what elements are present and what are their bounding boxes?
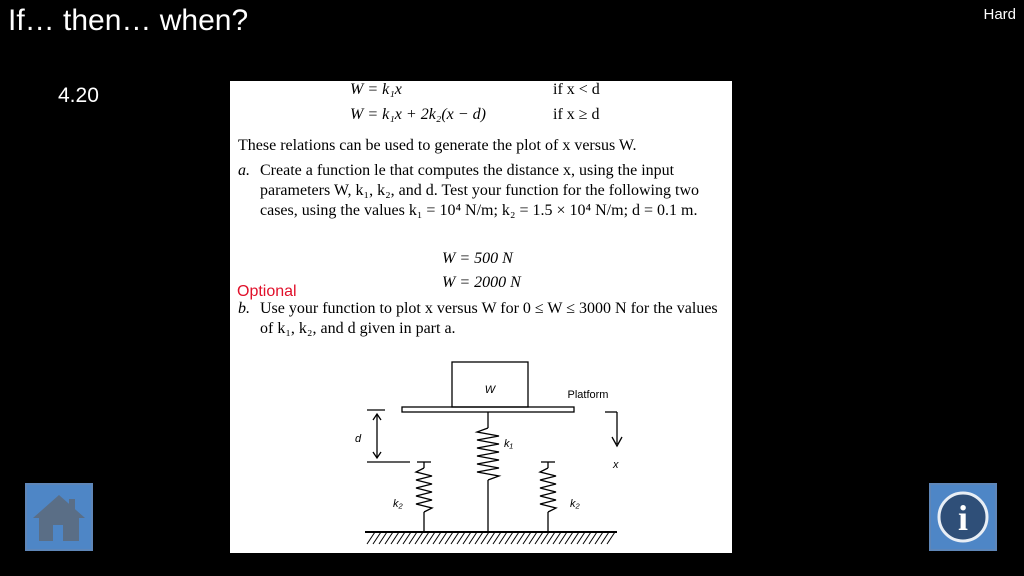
case-2: W = 2000 N: [442, 274, 521, 291]
weight-label: W: [484, 384, 496, 396]
k2-right-label: k₂: [570, 498, 580, 510]
slide-title: If… then… when?: [8, 4, 249, 37]
platform: [402, 407, 574, 412]
equation-1: W = k₁x: [350, 81, 402, 98]
k2-left-label: k₂: [393, 498, 403, 510]
platform-label: Platform: [567, 389, 609, 401]
intro-text: These relations can be used to generate the plot of x versus W.: [238, 137, 637, 154]
k1-spring: [477, 428, 499, 480]
x-label: x: [613, 459, 619, 471]
part-a-text: Create a function le that computes the distance x, using the input parameters W, k₁, k₂, and d. Test your function for the following two cases, using the values k₁ = 10⁴ N/m; k₂ = 1.5 × 10⁴ N/m; d = 0.1 m.: [260, 162, 699, 219]
difficulty-label: Hard: [983, 6, 1016, 23]
d-label: d: [355, 433, 362, 445]
ground-hatch: [367, 532, 615, 544]
svg-text:i: i: [957, 498, 969, 538]
spring-platform-diagram: [355, 356, 625, 551]
part-b-text: Use your function to plot x versus W for 0 ≤ W ≤ 3000 N for the values of k₁, k₂, and d given in part a.: [260, 300, 718, 337]
k2-left-spring: [416, 468, 432, 512]
part-a-label: a.: [238, 162, 250, 179]
problem-number: 4.20: [58, 84, 99, 107]
info-button[interactable]: [929, 483, 997, 551]
problem-panel: [230, 81, 732, 553]
home-button[interactable]: [25, 483, 93, 551]
condition-2: if x ≥ d: [553, 106, 600, 123]
optional-label: Optional: [237, 283, 297, 300]
case-1: W = 500 N: [442, 250, 513, 267]
k1-label: k₁: [504, 438, 513, 450]
condition-1: if x < d: [553, 81, 600, 98]
info-icon: [931, 485, 995, 549]
k2-right-spring: [540, 468, 556, 512]
part-b-label: b.: [238, 300, 250, 317]
home-icon: [27, 485, 91, 549]
equation-2: W = k₁x + 2k₂(x − d): [350, 106, 486, 123]
